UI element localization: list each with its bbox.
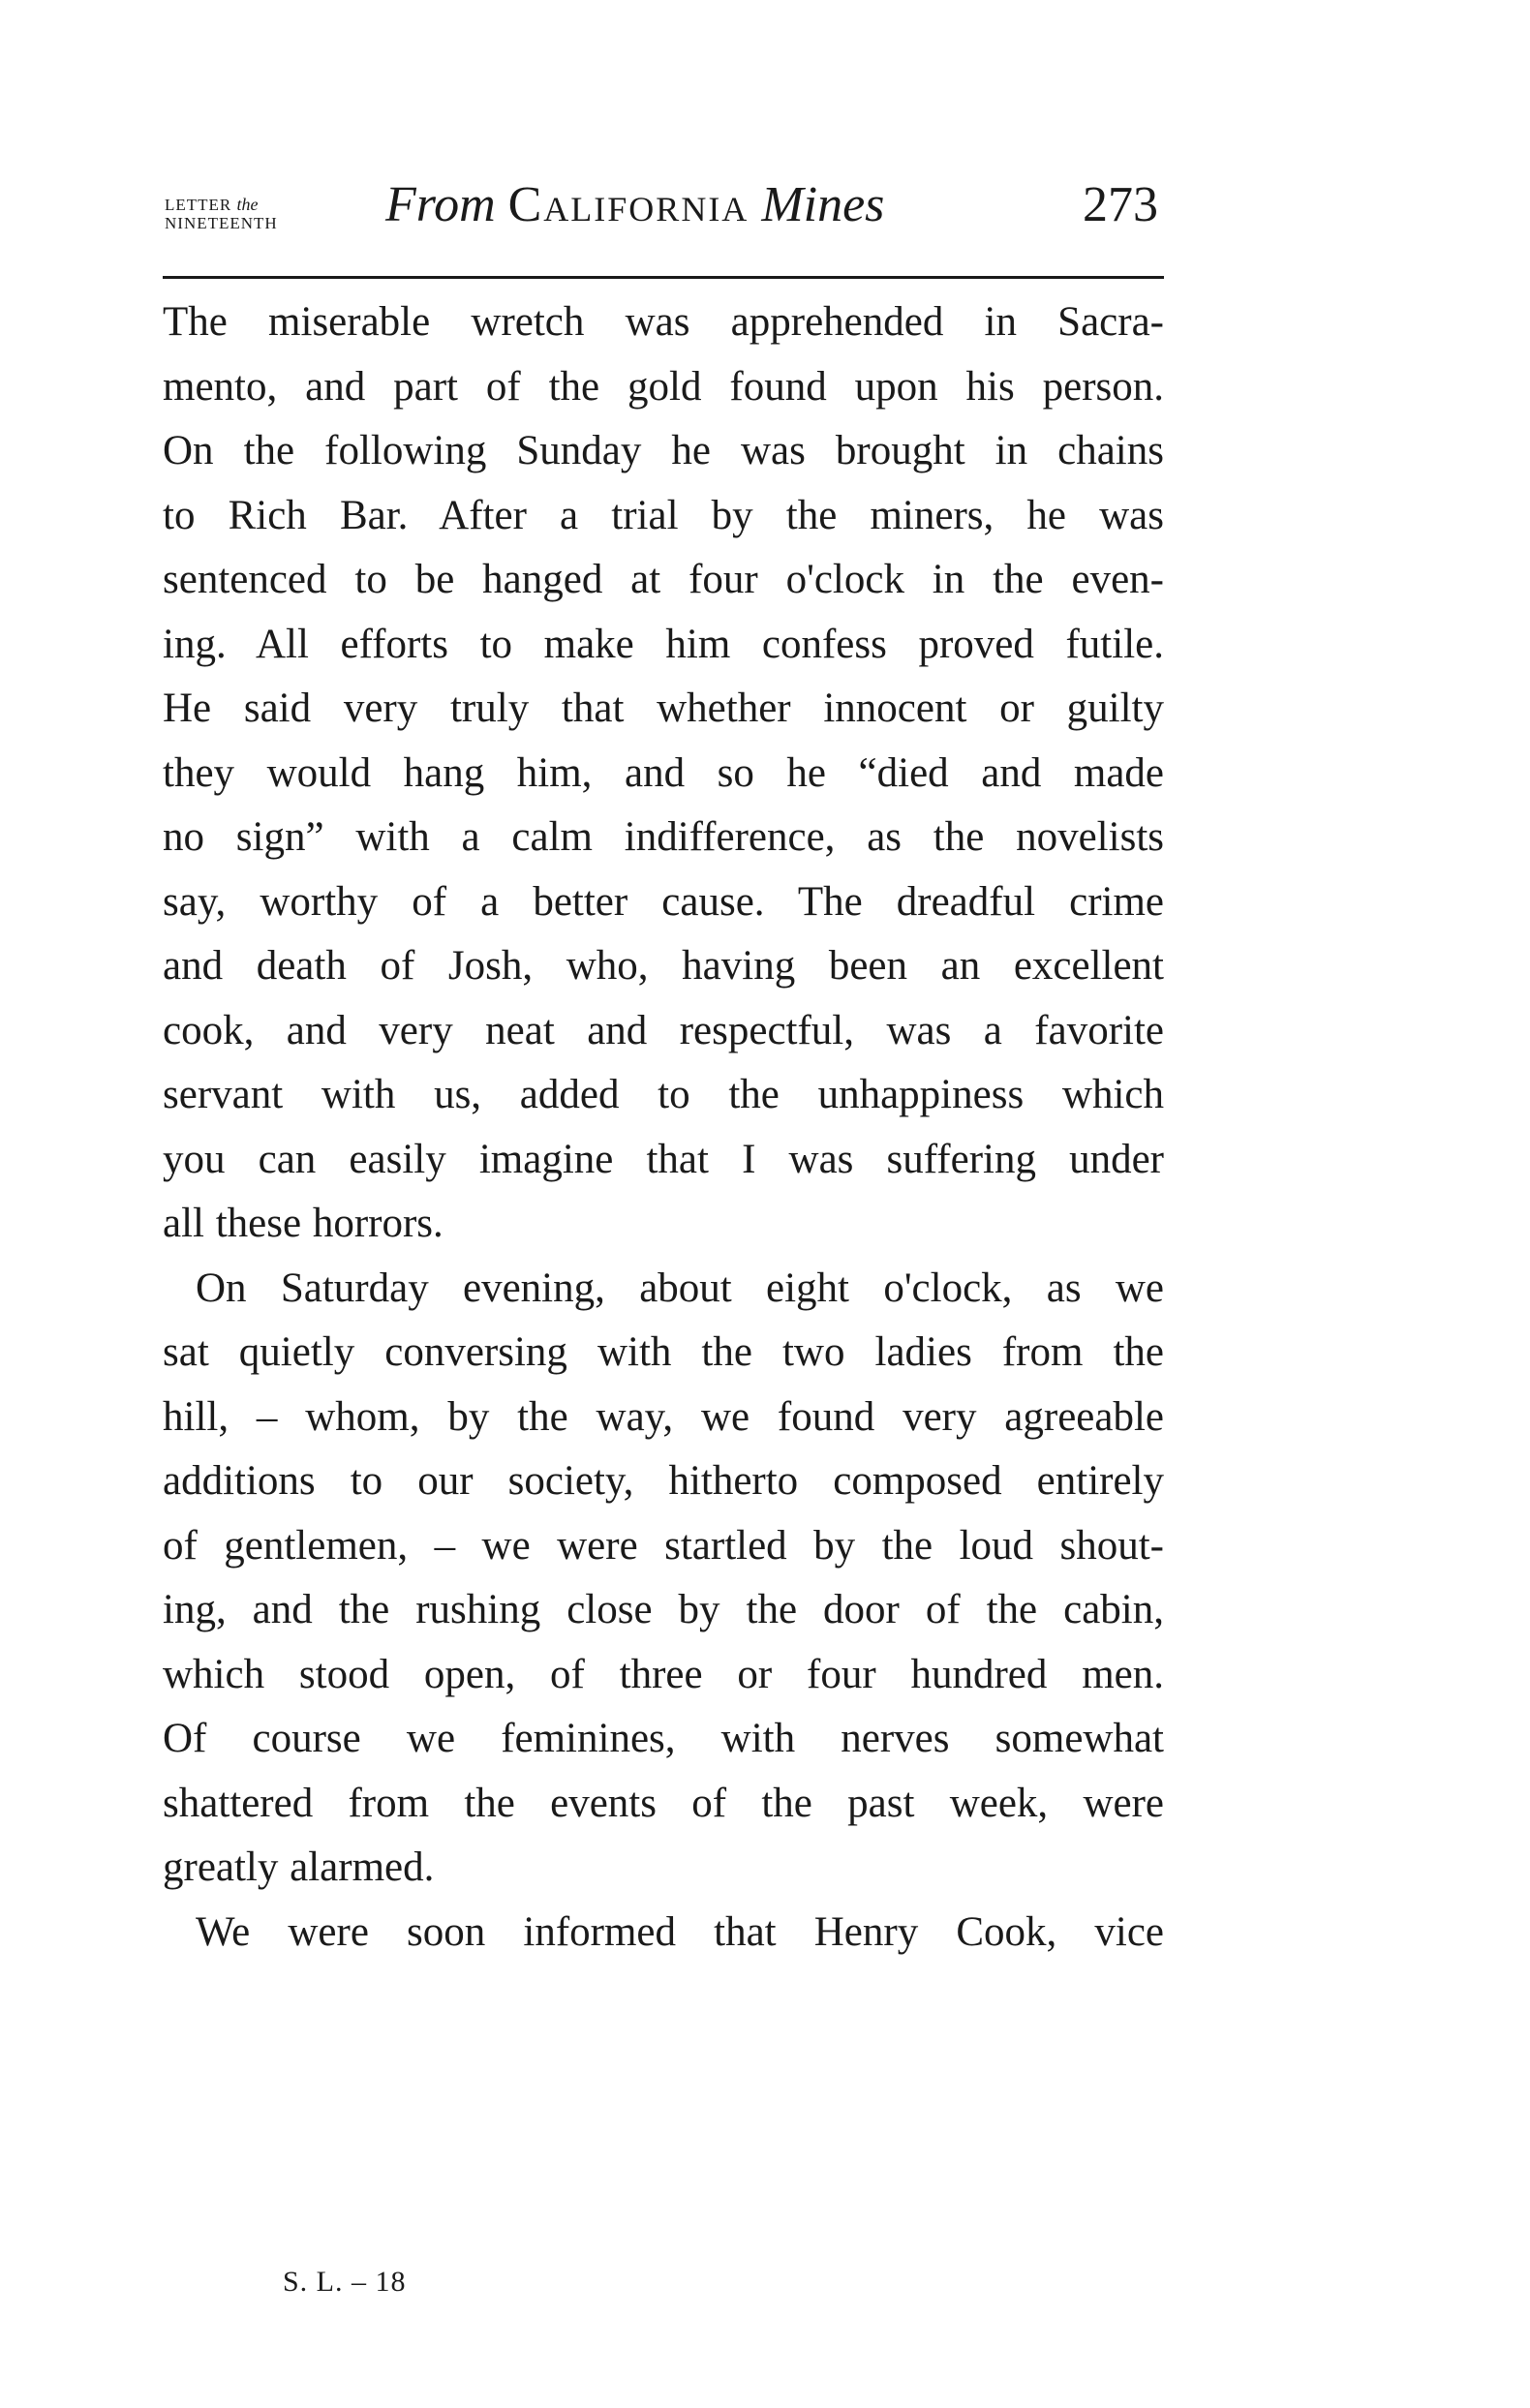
running-section-ordinal: NINETEENTH xyxy=(165,214,278,232)
text-line: On the following Sunday he was brought in chains xyxy=(163,428,1164,473)
text-line: ing, and the rushing close by the door of the cabin, xyxy=(163,1587,1164,1632)
running-title-california: California xyxy=(507,177,750,232)
header-rule xyxy=(163,276,1164,279)
text-line: servant with us, added to the unhappiness which xyxy=(163,1072,1164,1117)
running-title xyxy=(385,174,884,236)
text-line: no sign” with a calm indifference, as the novelists xyxy=(163,814,1164,860)
text-line: mento, and part of the gold found upon his person. xyxy=(163,363,1164,410)
text-line: of gentlemen, – we were startled by the loud shout- xyxy=(163,1522,1164,1569)
text-line: On Saturday evening, about eight o'clock, as we xyxy=(196,1265,1164,1311)
text-line: they would hang him, and so he “died and made xyxy=(163,749,1164,796)
running-section-the: the xyxy=(236,195,259,214)
text-line: He said very truly that whether innocent or guilty xyxy=(163,686,1164,731)
running-header xyxy=(165,174,1162,271)
text-line: hill, – whom, by the way, we found very agreeable xyxy=(163,1393,1164,1440)
text-line: you can easily imagine that I was suffering under xyxy=(163,1136,1164,1182)
text-line: say, worthy of a better cause. The dreadful crime xyxy=(163,878,1164,925)
text-line: sat quietly conversing with the two ladies from the xyxy=(163,1329,1164,1375)
text-line: ing. All efforts to make him confess proved futile. xyxy=(163,621,1164,667)
running-section-letter: LETTER xyxy=(165,196,232,214)
running-section-label xyxy=(165,196,278,232)
text-line: sentenced to be hanged at four o'clock in the even- xyxy=(163,557,1164,602)
text-line: We were soon informed that Henry Cook, vice xyxy=(196,1908,1164,1955)
text-line: shattered from the events of the past week, were xyxy=(163,1780,1164,1826)
text-line: The miserable wretch was apprehended in Sacra- xyxy=(163,299,1164,345)
text-line: additions to our society, hitherto composed entirely xyxy=(163,1458,1164,1504)
text-line: Of course we feminines, with nerves somewhat xyxy=(163,1716,1164,1761)
signature-mark: S. L. – 18 xyxy=(283,2266,407,2298)
text-line: all these horrors. xyxy=(163,1201,444,1246)
text-line: greatly alarmed. xyxy=(163,1844,435,1890)
text-line: which stood open, of three or four hundred men. xyxy=(163,1651,1164,1697)
body-text xyxy=(163,290,1164,1965)
page-number: 273 xyxy=(1083,177,1158,232)
running-title-from: From xyxy=(385,177,496,232)
text-line: to Rich Bar. After a trial by the miners, he was xyxy=(163,492,1164,538)
text-line: cook, and very neat and respectful, was a favorite xyxy=(163,1007,1164,1053)
running-title-mines: Mines xyxy=(761,177,885,232)
text-line: and death of Josh, who, having been an excellent xyxy=(163,943,1164,989)
